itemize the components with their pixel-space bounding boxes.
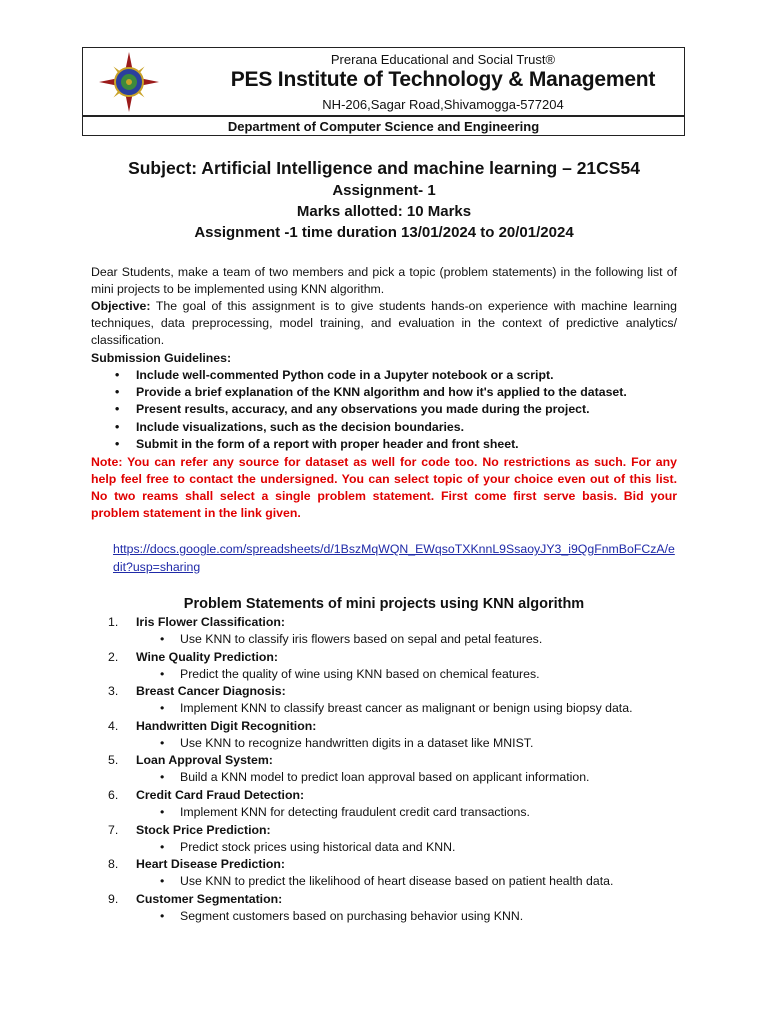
intro-paragraph: Dear Students, make a team of two members and pick a topic (problem statements) in the following list of mini projects to be implemented using KNN algorithm.: [91, 265, 677, 296]
item-number: 9.: [108, 891, 119, 906]
title-block: [0, 156, 768, 243]
item-title: Loan Approval System:: [136, 753, 273, 768]
time-duration: Assignment -1 time duration 13/01/2024 to 20/01/2024: [194, 224, 574, 241]
item-title: Handwritten Digit Recognition:: [136, 718, 317, 733]
list-item: [108, 719, 688, 754]
objective-label: Objective:: [91, 299, 151, 313]
item-description: • Use KNN to predict the likelihood of heart disease based on patient health data.: [180, 874, 613, 888]
item-title: Wine Quality Prediction:: [136, 649, 279, 664]
list-item: [108, 650, 688, 685]
institute-address: NH-206,Sagar Road,Shivamogga-577204: [322, 97, 564, 112]
subject-title: Subject: Artificial Intelligence and machine learning – 21CS54: [128, 158, 640, 178]
item-description: • Segment customers based on purchasing behavior using KNN.: [180, 909, 523, 923]
institute-name: PES Institute of Technology & Management: [230, 68, 656, 91]
guidelines-heading: Submission Guidelines:: [91, 351, 232, 365]
list-item: [108, 857, 688, 892]
note-paragraph: Note: You can refer any source for dataset as well for code too. No restrictions as such. For any help feel free to contact the undersigned. You can select topic of your choice even out of this list. No two reams shall select a single problem statement. First come first serve basis. Bid your problem statement in the link given.: [91, 455, 677, 520]
trust-name: Prerana Educational and Social Trust®: [330, 52, 556, 67]
item-title: Stock Price Prediction:: [136, 822, 271, 837]
department-name: Department of Computer Science and Engineering: [227, 119, 540, 134]
item-number: 4.: [108, 718, 119, 733]
item-description: • Implement KNN to classify breast cancer as malignant or benign using biopsy data.: [180, 701, 632, 715]
objective-text: The goal of this assignment is to give students hands-on experience with machine learning techniques, data preprocessing, model training, and evaluation in the context of predictive analytics/ classification.: [91, 299, 677, 347]
list-item: [108, 684, 688, 719]
item-description: • Implement KNN for detecting fraudulent credit card transactions.: [180, 805, 530, 819]
list-item: [108, 753, 688, 788]
list-item: • Include well-commented Python code in a Jupyter notebook or a script.: [115, 367, 675, 384]
item-number: 2.: [108, 649, 119, 664]
assignment-number: Assignment- 1: [332, 182, 436, 199]
list-item: • Provide a brief explanation of the KNN algorithm and how it's applied to the dataset.: [115, 384, 675, 401]
item-title: Customer Segmentation:: [136, 891, 283, 906]
department-row: [83, 116, 684, 136]
institute-logo: [97, 50, 161, 114]
guidelines-list: [115, 367, 675, 453]
item-description: • Predict stock prices using historical data and KNN.: [180, 840, 455, 854]
problem-statements-heading: Problem Statements of mini projects using KNN algorithm: [183, 596, 585, 612]
item-description: • Predict the quality of wine using KNN based on chemical features.: [180, 667, 540, 681]
item-number: 1.: [108, 615, 119, 629]
objective-paragraph: [91, 298, 677, 349]
item-number: 8.: [108, 857, 119, 872]
problem-list: [108, 615, 688, 926]
item-title: Credit Card Fraud Detection:: [136, 787, 305, 802]
item-description: • Use KNN to classify iris flowers based on sepal and petal features.: [180, 632, 542, 646]
list-item: [108, 788, 688, 823]
list-item: • Include visualizations, such as the decision boundaries.: [115, 419, 675, 436]
item-title: Breast Cancer Diagnosis:: [136, 684, 286, 699]
list-item: • Present results, accuracy, and any observations you made during the project.: [115, 401, 675, 418]
item-description: • Use KNN to recognize handwritten digits in a dataset like MNIST.: [180, 736, 533, 750]
list-item: [108, 823, 688, 858]
item-title: Iris Flower Classification:: [136, 615, 285, 629]
marks-allotted: Marks allotted: 10 Marks: [296, 203, 472, 220]
item-title: Heart Disease Prediction:: [136, 857, 285, 872]
letterhead-top: [83, 48, 684, 116]
spreadsheet-link[interactable]: https://docs.google.com/spreadsheets/d/1BszMqWQN_EWqsoTXKnnL9SsaoyJY3_i9QgFnmBoFCzA/edit?usp=sharing: [113, 542, 675, 574]
item-number: 7.: [108, 822, 119, 837]
letterhead: [82, 47, 685, 136]
list-item: [108, 892, 688, 927]
item-number: 6.: [108, 787, 119, 802]
item-description: • Build a KNN model to predict loan approval based on applicant information.: [180, 770, 589, 784]
item-number: 5.: [108, 753, 119, 768]
list-item: [108, 615, 688, 650]
item-number: 3.: [108, 684, 119, 699]
list-item: • Submit in the form of a report with proper header and front sheet.: [115, 436, 675, 453]
